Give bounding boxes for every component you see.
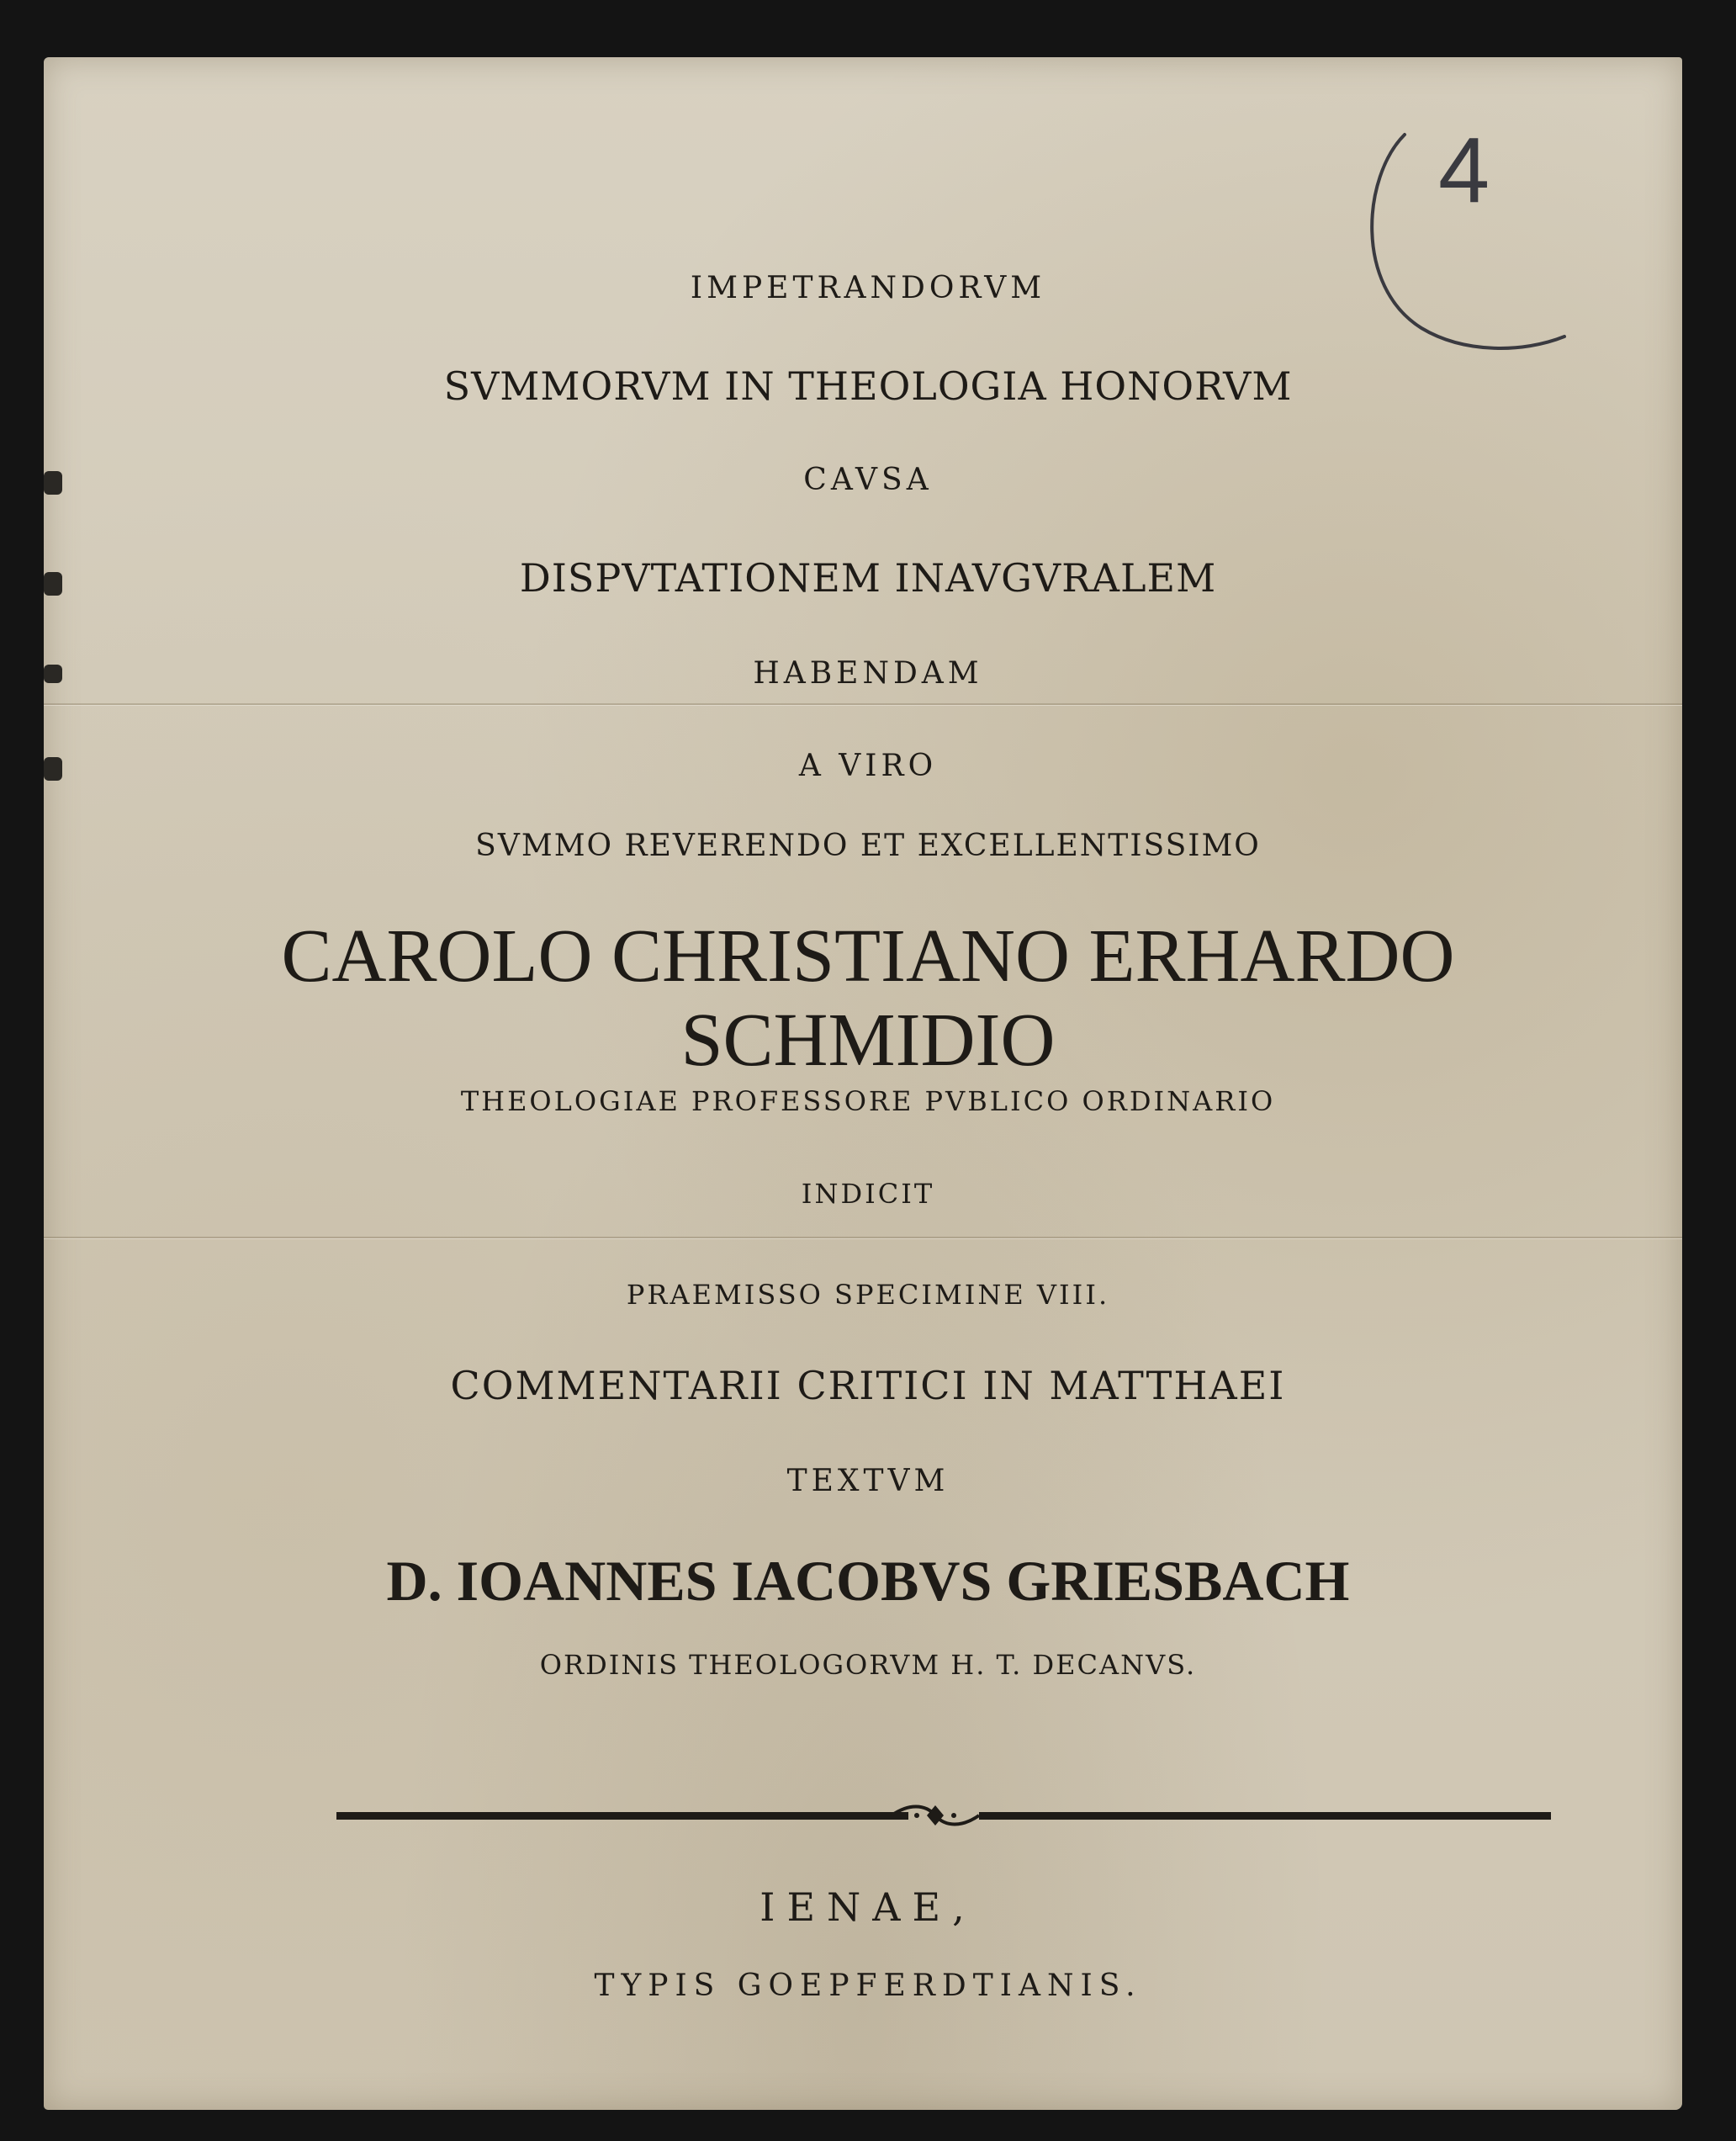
title-line-4: DISPVTATIONEM INAVGVRALEM [519,555,1217,601]
handwritten-number: 4 [1438,126,1490,222]
honoree-title: THEOLOGIAE PROFESSORE PVBLICO ORDINARIO [460,1085,1276,1117]
title-line-6: A VIRO [798,749,938,783]
title-line-2: SVMMORVM IN THEOLOGIA HONORVM [443,363,1293,409]
title-line-1: IMPETRANDORVM [690,271,1046,305]
ornamental-rule [336,1800,1551,1834]
author-name: D. IOANNES IACOBVS GRIESBACH [386,1549,1350,1613]
title-line-textum: TEXTVM [786,1464,950,1498]
paper-crease [44,703,1682,706]
paper-crease [44,1237,1682,1239]
title-line-7: SVMMO REVERENDO ET EXCELLENTISSIMO [475,829,1261,863]
title-line-5: HABENDAM [753,656,983,691]
imprint-printer: TYPIS GOEPFERDTIANIS. [594,1969,1142,2003]
title-line-indicit: INDICIT [801,1178,935,1210]
title-line-commentarii: COMMENTARII CRITICI IN MATTHAEI [450,1363,1286,1408]
handwritten-number-mark [1346,126,1573,379]
author-title: ORDINIS THEOLOGORVM H. T. DECANVS. [539,1649,1197,1681]
title-line-specimen: PRAEMISSO SPECIMINE VIII. [626,1279,1110,1311]
honoree-name-line-2: SCHMIDIO [680,999,1056,1082]
honoree-name-line-1: CAROLO CHRISTIANO ERHARDO [281,914,1455,998]
imprint-place: IENAE, [760,1884,977,1930]
title-line-3: CAVSA [803,463,933,497]
